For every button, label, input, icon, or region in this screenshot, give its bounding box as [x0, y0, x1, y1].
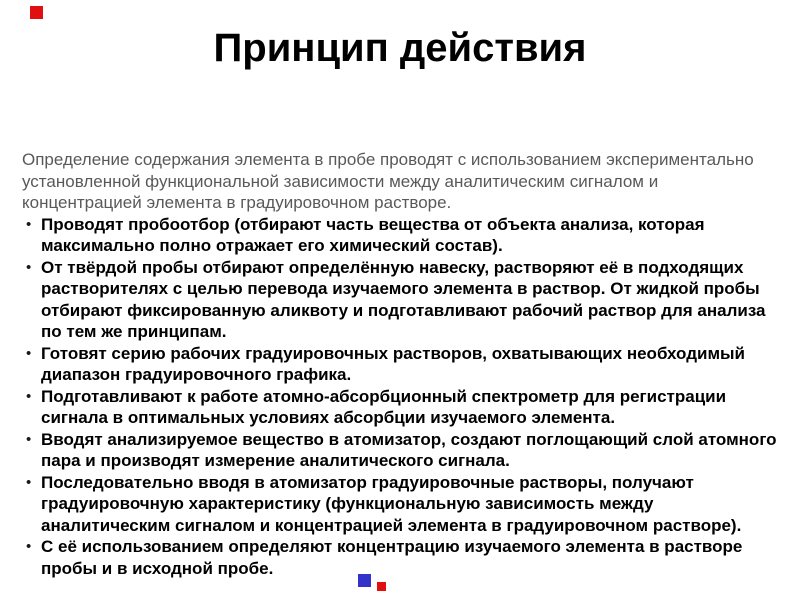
bottom-red-square-decoration — [377, 582, 386, 591]
bullet-item — [22, 214, 782, 257]
bullet-dot-icon: • — [26, 344, 32, 362]
bullet-dot-icon: • — [26, 430, 32, 448]
bullet-text: С её использованием определяют концентрацию изучаемого элемента в растворе пробы и в исходной пробе. — [41, 537, 743, 578]
bullet-item — [22, 386, 782, 429]
bullet-item — [22, 257, 782, 343]
bullet-text: Последовательно вводя в атомизатор градуировочные растворы, получают градуировочную характеристику (функциональную зависимость между аналитическим сигналом и концентрацией элемента в градуировочном растворе). — [41, 472, 742, 535]
bullet-item — [22, 536, 782, 579]
slide-title: Принцип действия — [213, 26, 587, 70]
bottom-blue-square-decoration — [358, 574, 371, 587]
bullet-item — [22, 343, 782, 386]
bullet-text: Готовят серию рабочих градуировочных растворов, охватывающих необходимый диапазон градуировочного графика. — [41, 343, 745, 384]
bullet-text: Проводят пробоотбор (отбирают часть вещества от объекта анализа, которая максимально полно отражает его химический состав). — [41, 214, 705, 255]
bullet-dot-icon: • — [26, 258, 32, 276]
slide-body — [22, 149, 782, 579]
bullet-dot-icon: • — [26, 473, 32, 491]
bullet-item — [22, 429, 782, 472]
intro-paragraph: Определение содержания элемента в пробе проводят с использованием экспериментально установленной функциональной зависимости между аналитическим сигналом и концентрацией элемента в градуировочном растворе. — [22, 150, 754, 212]
bullet-dot-icon: • — [26, 387, 32, 405]
bullet-item — [22, 472, 782, 537]
bullet-text: Подготавливают к работе атомно-абсорбционный спектрометр для регистрации сигнала в оптимальных условиях абсорбции изучаемого элемента. — [41, 386, 727, 427]
bullet-text: Вводят анализируемое вещество в атомизатор, создают поглощающий слой атомного пара и производят измерение аналитического сигнала. — [41, 429, 777, 470]
bullet-text: От твёрдой пробы отбирают определённую навеску, растворяют её в подходящих растворителях с целью перевода изучаемого элемента в раствор. От жидкой пробы отбирают фиксированную аликвоту и подготавливают рабочий раствор для анализа по тем же принципам. — [41, 257, 766, 341]
bullet-dot-icon: • — [26, 538, 32, 555]
top-left-red-square-decoration — [30, 6, 43, 19]
bullet-dot-icon: • — [26, 215, 32, 233]
bullet-list — [22, 214, 782, 580]
